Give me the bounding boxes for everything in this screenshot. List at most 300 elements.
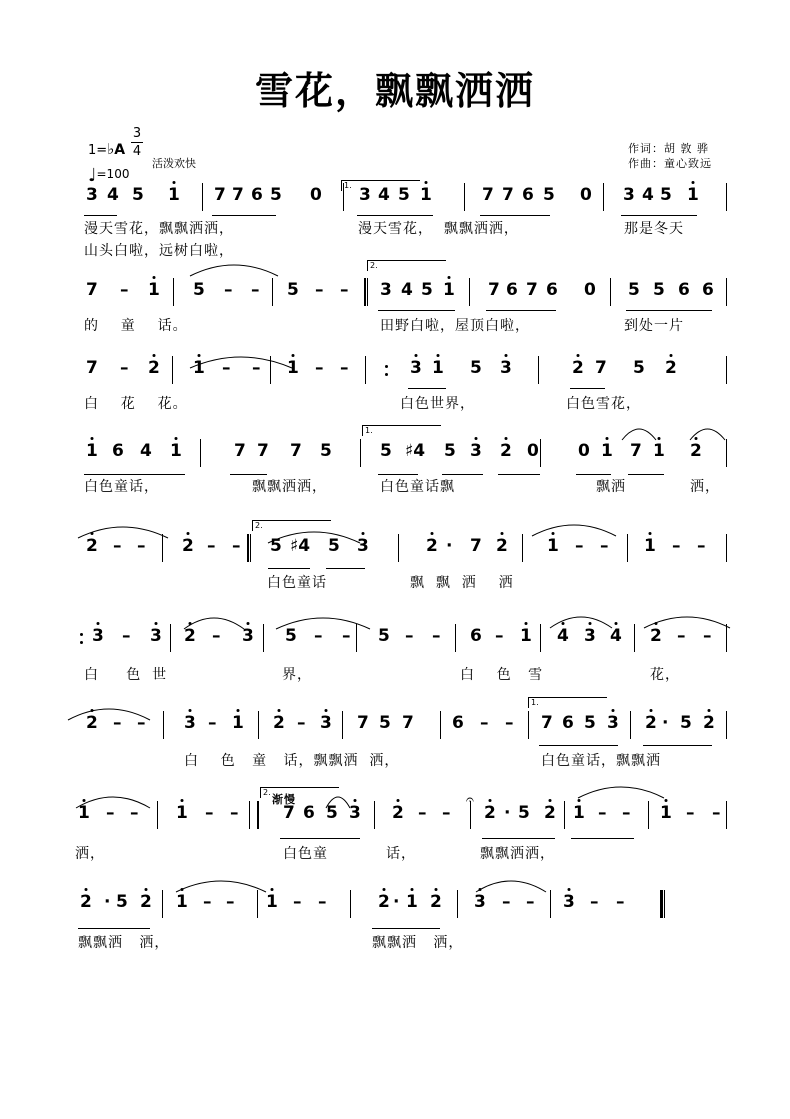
note bbox=[660, 185, 672, 205]
note-digit: – bbox=[697, 536, 706, 556]
note-digit: 3 bbox=[92, 626, 104, 646]
note-digit: 6 bbox=[303, 803, 315, 823]
note-digit: 4 bbox=[401, 280, 413, 300]
octave-dot-above bbox=[500, 532, 503, 535]
barline bbox=[365, 356, 366, 384]
note-digit: – bbox=[224, 280, 233, 300]
note bbox=[251, 185, 263, 205]
note-digit: 0 bbox=[578, 441, 590, 461]
time-signature-bottom: 4 bbox=[132, 144, 142, 159]
eighth-beam bbox=[372, 928, 440, 929]
lyric-text: 白色童话 bbox=[267, 575, 327, 591]
slur-arc bbox=[176, 881, 266, 892]
barline bbox=[162, 534, 163, 562]
note-digit: – bbox=[137, 536, 146, 556]
note bbox=[678, 280, 690, 300]
note bbox=[420, 185, 432, 205]
note-digit: 5 bbox=[285, 626, 297, 646]
eighth-beam bbox=[571, 838, 634, 839]
note-digit: 3 bbox=[380, 280, 392, 300]
lyric-text: 白 花 花。 bbox=[84, 396, 188, 412]
note-digit: 1 bbox=[406, 892, 418, 912]
note bbox=[470, 441, 482, 461]
lyric-text: 飘 飘 洒 洒 bbox=[410, 575, 514, 591]
barline bbox=[538, 356, 539, 384]
note-digit: 5 bbox=[653, 280, 665, 300]
note bbox=[176, 803, 188, 823]
octave-dot-above bbox=[361, 532, 364, 535]
note-digit: 5 bbox=[518, 803, 530, 823]
note bbox=[598, 803, 607, 823]
note-digit: 2 bbox=[496, 536, 508, 556]
note bbox=[205, 803, 214, 823]
note bbox=[273, 713, 285, 733]
barline bbox=[263, 624, 264, 652]
eighth-beam bbox=[78, 928, 150, 929]
key-letter: A bbox=[114, 142, 126, 158]
note bbox=[122, 626, 131, 646]
note-digit: 7 bbox=[257, 441, 269, 461]
octave-dot-above bbox=[90, 437, 93, 440]
note bbox=[120, 358, 129, 378]
note-digit: 5 bbox=[680, 713, 692, 733]
note bbox=[140, 441, 152, 461]
composer-credit: 作曲：童心致远 bbox=[628, 157, 712, 170]
note bbox=[557, 626, 569, 646]
note-digit: – bbox=[418, 803, 427, 823]
octave-dot-above bbox=[605, 437, 608, 440]
note-digit: 2 bbox=[273, 713, 285, 733]
note bbox=[452, 713, 464, 733]
octave-dot-above bbox=[548, 799, 551, 802]
note-digit: · bbox=[504, 803, 511, 823]
barline bbox=[726, 534, 727, 562]
note-digit: 6 bbox=[546, 280, 558, 300]
octave-dot-above bbox=[84, 888, 87, 891]
note bbox=[86, 713, 98, 733]
lyric-text: 白 色 童 话，飘飘洒 洒， bbox=[184, 753, 400, 769]
flat-sign: ♭ bbox=[107, 140, 115, 158]
barline bbox=[250, 534, 251, 562]
note bbox=[645, 713, 657, 733]
note bbox=[442, 803, 451, 823]
note-digit: – bbox=[703, 626, 712, 646]
note bbox=[662, 713, 668, 733]
barline bbox=[726, 624, 727, 652]
note-digit: 1 bbox=[148, 280, 160, 300]
time-signature-top: 3 bbox=[132, 126, 142, 141]
octave-dot-above bbox=[669, 354, 672, 357]
note-digit: – bbox=[598, 803, 607, 823]
note-digit: 3 bbox=[410, 358, 422, 378]
note-digit: 5 bbox=[398, 185, 410, 205]
note-digit: 2 bbox=[182, 536, 194, 556]
note bbox=[116, 892, 128, 912]
note bbox=[484, 803, 496, 823]
note bbox=[402, 713, 414, 733]
note bbox=[379, 713, 391, 733]
note bbox=[315, 280, 324, 300]
note bbox=[421, 280, 433, 300]
note-digit: 5 bbox=[320, 441, 332, 461]
note bbox=[600, 536, 609, 556]
note-digit: 1 bbox=[601, 441, 613, 461]
note bbox=[86, 185, 98, 205]
note-digit: – bbox=[205, 803, 214, 823]
lyric-text: 界， bbox=[282, 667, 312, 683]
note-digit: 4 bbox=[642, 185, 654, 205]
quarter-note-icon: ♩ bbox=[88, 165, 97, 186]
lyric-text: 飘飘洒 洒， bbox=[78, 935, 170, 951]
note bbox=[665, 358, 677, 378]
note bbox=[650, 626, 662, 646]
note bbox=[474, 892, 486, 912]
note-digit: 5 bbox=[633, 358, 645, 378]
octave-dot-above bbox=[270, 888, 273, 891]
barline bbox=[726, 356, 727, 384]
note bbox=[104, 892, 110, 912]
note-digit: 5 bbox=[193, 280, 205, 300]
eighth-beam bbox=[357, 215, 433, 216]
note-digit: 3 bbox=[474, 892, 486, 912]
lyric-text: 的 童 话。 bbox=[84, 318, 188, 334]
note bbox=[616, 892, 625, 912]
barline bbox=[374, 801, 375, 829]
note-digit: 4 bbox=[557, 626, 569, 646]
note bbox=[234, 441, 246, 461]
barline bbox=[664, 890, 665, 918]
note bbox=[547, 536, 559, 556]
octave-dot-above bbox=[277, 709, 280, 712]
note bbox=[470, 626, 482, 646]
eighth-beam bbox=[84, 474, 185, 475]
note-digit: – bbox=[616, 892, 625, 912]
barline bbox=[202, 183, 203, 211]
note bbox=[546, 280, 558, 300]
note bbox=[677, 626, 686, 646]
note-digit: – bbox=[297, 713, 306, 733]
eighth-beam bbox=[408, 388, 446, 389]
note bbox=[310, 185, 322, 205]
barline bbox=[464, 183, 465, 211]
note bbox=[320, 713, 332, 733]
octave-dot-above bbox=[614, 622, 617, 625]
note-digit: 2 bbox=[544, 803, 556, 823]
note-digit: 4 bbox=[140, 441, 152, 461]
octave-dot-above bbox=[188, 622, 191, 625]
note-digit: 7 bbox=[402, 713, 414, 733]
lyric-text: 白色童话，飘飘洒 bbox=[541, 753, 661, 769]
lyric-text: 白 色 雪 bbox=[460, 667, 544, 683]
note bbox=[504, 803, 510, 823]
note bbox=[418, 803, 427, 823]
note-digit: 1 bbox=[573, 803, 585, 823]
eighth-beam bbox=[621, 215, 697, 216]
note-digit: – bbox=[226, 892, 235, 912]
octave-dot-above bbox=[382, 888, 385, 891]
repeat-dot bbox=[80, 633, 83, 636]
octave-dot-above bbox=[174, 437, 177, 440]
barline bbox=[627, 534, 628, 562]
note bbox=[208, 713, 217, 733]
note bbox=[660, 803, 672, 823]
note-digit: 1 bbox=[653, 441, 665, 461]
final-barline bbox=[247, 534, 249, 562]
note bbox=[633, 358, 645, 378]
note-digit: 4 bbox=[107, 185, 119, 205]
octave-dot-above bbox=[396, 799, 399, 802]
octave-dot-above bbox=[410, 888, 413, 891]
note-digit: 3 bbox=[184, 713, 196, 733]
note-digit: – bbox=[122, 626, 131, 646]
note bbox=[378, 626, 390, 646]
eighth-beam bbox=[628, 474, 664, 475]
lyric-text: 白色童 bbox=[283, 846, 328, 862]
note-digit: – bbox=[222, 358, 231, 378]
note-digit: 6 bbox=[678, 280, 690, 300]
note-digit: – bbox=[342, 626, 351, 646]
octave-dot-above bbox=[664, 799, 667, 802]
note bbox=[630, 441, 642, 461]
note-digit: 1 bbox=[266, 892, 278, 912]
repeat-dot bbox=[385, 365, 388, 368]
note-digit: 3 bbox=[150, 626, 162, 646]
slur-arc bbox=[578, 787, 664, 798]
note bbox=[527, 441, 539, 461]
lyric-text: 漫天雪花，飘飘洒洒， bbox=[84, 221, 234, 237]
note bbox=[470, 358, 482, 378]
barline bbox=[457, 890, 458, 918]
note bbox=[697, 536, 706, 556]
tempo-change-marking: 渐慢 bbox=[272, 793, 296, 806]
repeat-dot bbox=[80, 641, 83, 644]
note bbox=[212, 626, 221, 646]
octave-dot-above bbox=[447, 276, 450, 279]
octave-dot-above bbox=[430, 532, 433, 535]
note bbox=[315, 358, 324, 378]
eighth-beam bbox=[84, 215, 117, 216]
note-digit: – bbox=[106, 803, 115, 823]
note bbox=[426, 536, 438, 556]
note bbox=[444, 441, 456, 461]
note-digit: – bbox=[212, 626, 221, 646]
note bbox=[232, 185, 244, 205]
note-digit: 3 bbox=[357, 536, 369, 556]
note bbox=[712, 803, 721, 823]
octave-dot-above bbox=[691, 181, 694, 184]
note-digit: 1 bbox=[432, 358, 444, 378]
lyric-text: 田野白啦，屋顶白啦， bbox=[380, 318, 530, 334]
note-digit: – bbox=[505, 713, 514, 733]
volta-bracket: 2. bbox=[260, 787, 339, 798]
octave-dot-above bbox=[694, 437, 697, 440]
note bbox=[642, 185, 654, 205]
note bbox=[137, 713, 146, 733]
note bbox=[287, 358, 299, 378]
barline bbox=[270, 356, 271, 384]
note bbox=[623, 185, 635, 205]
note bbox=[86, 441, 98, 461]
note bbox=[214, 185, 226, 205]
note bbox=[500, 441, 512, 461]
note-digit: 3 bbox=[563, 892, 575, 912]
note-digit: 1 bbox=[193, 358, 205, 378]
note bbox=[168, 185, 180, 205]
note bbox=[488, 280, 500, 300]
note-digit: 2 bbox=[645, 713, 657, 733]
note bbox=[543, 185, 555, 205]
note bbox=[526, 280, 538, 300]
note-digit: 5 bbox=[270, 536, 282, 556]
note-digit: 7 bbox=[234, 441, 246, 461]
note bbox=[393, 892, 399, 912]
note-digit: · bbox=[662, 713, 669, 733]
barline bbox=[630, 711, 631, 739]
note bbox=[287, 280, 299, 300]
note bbox=[406, 892, 418, 912]
note bbox=[130, 803, 139, 823]
note bbox=[541, 713, 553, 733]
note bbox=[470, 536, 482, 556]
volta-bracket: 1. bbox=[341, 180, 420, 191]
note bbox=[405, 626, 414, 646]
octave-dot-above bbox=[504, 354, 507, 357]
octave-dot-above bbox=[197, 354, 200, 357]
note bbox=[380, 441, 392, 461]
barline bbox=[162, 890, 163, 918]
barline bbox=[648, 801, 649, 829]
note-digit: – bbox=[480, 713, 489, 733]
note bbox=[113, 536, 122, 556]
note-digit: 6 bbox=[522, 185, 534, 205]
octave-dot-above bbox=[657, 437, 660, 440]
eighth-beam bbox=[268, 568, 310, 569]
note-digit: 7 bbox=[214, 185, 226, 205]
lyric-text: 飘飘洒 洒， bbox=[372, 935, 464, 951]
note-digit: 5 bbox=[380, 441, 392, 461]
note-digit: 6 bbox=[702, 280, 714, 300]
note bbox=[78, 803, 90, 823]
note-digit: 3 bbox=[623, 185, 635, 205]
octave-dot-above bbox=[588, 622, 591, 625]
barline bbox=[257, 890, 258, 918]
octave-dot-above bbox=[577, 799, 580, 802]
note bbox=[480, 713, 489, 733]
final-barline bbox=[660, 890, 663, 918]
barline bbox=[360, 439, 361, 467]
slur-arc bbox=[190, 265, 278, 276]
volta-bracket: 2. bbox=[367, 260, 446, 271]
slur-arc bbox=[476, 881, 546, 892]
note bbox=[522, 185, 534, 205]
note bbox=[496, 536, 508, 556]
octave-dot-above bbox=[152, 276, 155, 279]
note bbox=[520, 626, 532, 646]
repeat-sign bbox=[385, 360, 388, 381]
note bbox=[318, 892, 327, 912]
note-digit: 2 bbox=[690, 441, 702, 461]
octave-dot-above bbox=[236, 709, 239, 712]
note bbox=[193, 358, 205, 378]
note bbox=[251, 280, 260, 300]
barline bbox=[258, 711, 259, 739]
eighth-beam bbox=[442, 474, 483, 475]
note bbox=[270, 185, 282, 205]
note-digit: – bbox=[340, 358, 349, 378]
lyric-text: 漫天雪花， 飘飘洒洒， bbox=[358, 221, 519, 237]
barline bbox=[398, 534, 399, 562]
note-digit: 7 bbox=[232, 185, 244, 205]
barline bbox=[170, 624, 171, 652]
note-digit: – bbox=[526, 892, 535, 912]
note bbox=[182, 536, 194, 556]
octave-dot-above bbox=[186, 532, 189, 535]
note-digit: 1 bbox=[86, 441, 98, 461]
note-digit: 3 bbox=[584, 626, 596, 646]
note-digit: – bbox=[137, 713, 146, 733]
note-digit: 1 bbox=[176, 892, 188, 912]
note-digit: 5 bbox=[326, 803, 338, 823]
barline bbox=[356, 624, 357, 652]
note bbox=[573, 803, 585, 823]
note-digit: · bbox=[104, 892, 111, 912]
note-digit: 6 bbox=[470, 626, 482, 646]
note bbox=[378, 892, 390, 912]
note-digit: 4 bbox=[610, 626, 622, 646]
note bbox=[584, 280, 596, 300]
octave-dot-above bbox=[90, 709, 93, 712]
octave-dot-above bbox=[707, 709, 710, 712]
note-digit: – bbox=[203, 892, 212, 912]
note bbox=[595, 358, 607, 378]
note bbox=[506, 280, 518, 300]
eighth-beam bbox=[486, 310, 556, 311]
note bbox=[584, 626, 596, 646]
lyric-text: 话， bbox=[386, 846, 416, 862]
note bbox=[578, 441, 590, 461]
note bbox=[290, 536, 310, 556]
note-digit: – bbox=[318, 892, 327, 912]
barline bbox=[173, 278, 174, 306]
note-digit: 1 bbox=[232, 713, 244, 733]
note bbox=[184, 626, 196, 646]
note-digit: 7 bbox=[630, 441, 642, 461]
note bbox=[500, 358, 512, 378]
song-title: 雪花，飘飘洒洒 bbox=[254, 68, 535, 113]
note-digit: 3 bbox=[470, 441, 482, 461]
note bbox=[563, 892, 575, 912]
note bbox=[405, 441, 425, 461]
note-digit: 2 bbox=[148, 358, 160, 378]
note bbox=[357, 536, 369, 556]
note-digit: 6 bbox=[251, 185, 263, 205]
barline bbox=[522, 534, 523, 562]
note bbox=[349, 803, 361, 823]
note-digit: – bbox=[575, 536, 584, 556]
octave-dot-above bbox=[436, 354, 439, 357]
octave-dot-above bbox=[576, 354, 579, 357]
note-digit: 2 bbox=[392, 803, 404, 823]
barline bbox=[726, 183, 727, 211]
note-digit: – bbox=[314, 626, 323, 646]
note-digit: 3 bbox=[349, 803, 361, 823]
note-digit: 0 bbox=[310, 185, 322, 205]
note-digit: ♯4 bbox=[290, 536, 311, 556]
barline bbox=[367, 278, 368, 306]
lyric-text: 飘飘洒洒， bbox=[480, 846, 555, 862]
barline bbox=[540, 439, 541, 467]
note bbox=[680, 713, 692, 733]
